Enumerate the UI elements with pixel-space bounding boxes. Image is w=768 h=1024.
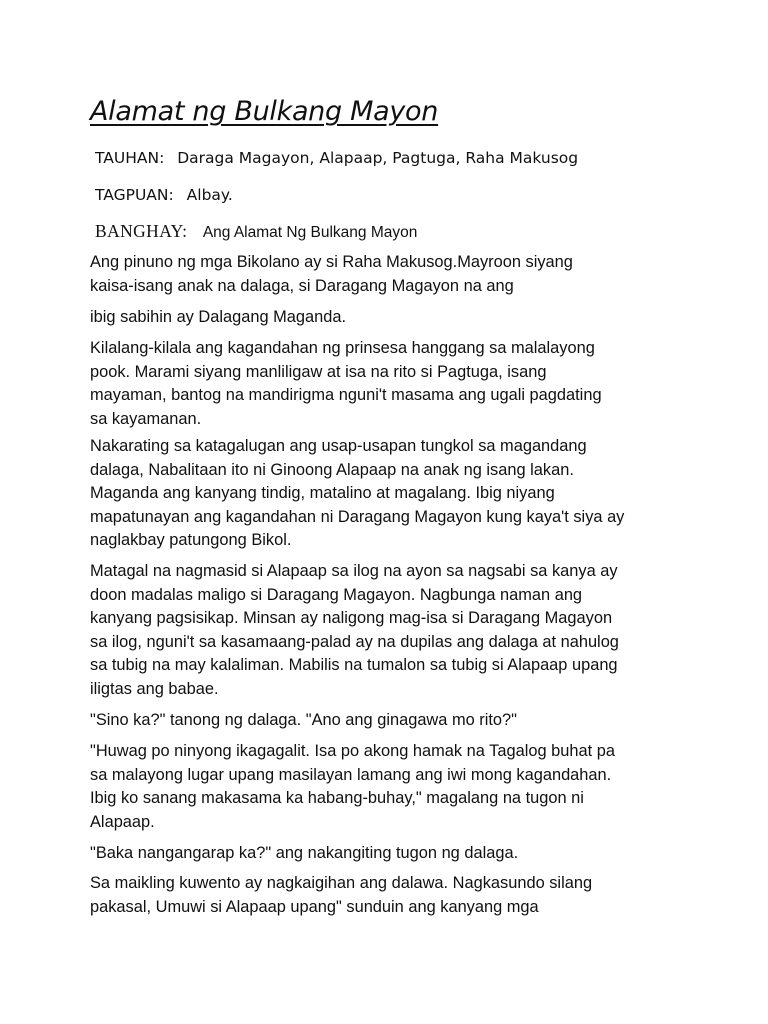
paragraph-line: doon madalas maligo si Daragang Magayon. Nagbunga naman ang (90, 585, 583, 604)
banghay-label: BANGHAY: (95, 221, 188, 241)
tauhan-label: TAUHAN: (95, 149, 165, 167)
paragraph-9 (90, 872, 690, 919)
paragraph-3 (90, 337, 690, 431)
paragraph-line: mapatunayan ang kagandahan ni Daragang Magayon kung kaya't siya ay (90, 507, 625, 526)
paragraph-line: pook. Marami siyang manliligaw at isa na rito si Pagtuga, isang (90, 362, 547, 381)
paragraph-line: pakasal, Umuwi si Alapaap upang" sunduin ang kanyang mga (90, 897, 539, 916)
paragraph-line: mayaman, bantog na mandirigma nguni't masama ang ugali pagdating (90, 386, 602, 404)
paragraph-line: Kilalang-kilala ang kagandahan ng prinsesa hanggang sa malalayong (90, 339, 595, 357)
paragraph-line: iligtas ang babae. (90, 679, 219, 698)
paragraph-line: dalaga, Nabalitaan ito ni Ginoong Alapaap na anak ng isang lakan. (90, 460, 574, 479)
paragraph-line: sa tubig na may kalaliman. Mabilis na tumalon sa tubig si Alapaap upang (90, 656, 618, 674)
paragraph-line: Nakarating sa katagalugan ang usap-usapan tungkol sa magandang (90, 437, 587, 455)
document-title: Alamat ng Bulkang Mayon (90, 96, 439, 127)
paragraph-line: sa kayamanan. (90, 409, 202, 428)
paragraph-line: "Sino ka?" tanong ng dalaga. "Ano ang ginagawa mo rito?" (90, 711, 517, 729)
banghay-value: Ang Alamat Ng Bulkang Mayon (202, 224, 418, 241)
paragraph-line: Maganda ang kanyang tindig, matalino at magalang. Ibig niyang (90, 484, 555, 502)
paragraph-line: sa malayong lugar upang masilayan lamang ang iwi mong kagandahan. (90, 765, 612, 784)
paragraph-1 (90, 251, 690, 298)
paragraph-8 (90, 842, 690, 866)
tauhan-value: Daraga Magayon, Alapaap, Pagtuga, Raha Makusog (177, 149, 579, 167)
tagpuan-value: Albay. (186, 186, 233, 204)
paragraph-line: sa ilog, nguni't sa kasamaang-palad ay na dupilas ang dalaga at nahulog (90, 632, 619, 651)
paragraph-line: ibig sabihin ay Dalagang Maganda. (90, 308, 347, 326)
paragraph-line: Sa maikling kuwento ay nagkaigihan ang dalawa. Nagkasundo silang (90, 874, 593, 892)
paragraph-line: kaisa-isang anak na dalaga, si Daragang Magayon na ang (90, 276, 514, 295)
paragraph-4 (90, 435, 690, 553)
paragraph-line: Ibig ko sanang makasama ka habang-buhay," magalang na tugon ni (90, 789, 584, 807)
paragraph-line: naglakbay patungong Bikol. (90, 531, 292, 549)
tauhan-line (95, 149, 578, 167)
paragraph-line: Ang pinuno ng mga Bikolano ay si Raha Makusog.Mayroon siyang (90, 253, 573, 271)
paragraph-7 (90, 740, 690, 834)
paragraph-line: Alapaap. (90, 812, 155, 831)
paragraph-2 (90, 306, 690, 330)
paragraph-line: kanyang pagsisikap. Minsan ay naligong mag-isa si Daragang Magayon (90, 609, 613, 627)
banghay-line (95, 221, 417, 242)
paragraph-6 (90, 709, 690, 733)
tagpuan-label: TAGPUAN: (95, 186, 174, 204)
paragraph-line: "Baka nangangarap ka?" ang nakangiting tugon ng dalaga. (90, 844, 519, 862)
tagpuan-line (95, 186, 233, 204)
paragraph-line: Matagal na nagmasid si Alapaap sa ilog na ayon sa nagsabi sa kanya ay (90, 562, 618, 580)
paragraph-5 (90, 560, 690, 701)
paragraph-line: "Huwag po ninyong ikagagalit. Isa po akong hamak na Tagalog buhat pa (90, 742, 615, 760)
